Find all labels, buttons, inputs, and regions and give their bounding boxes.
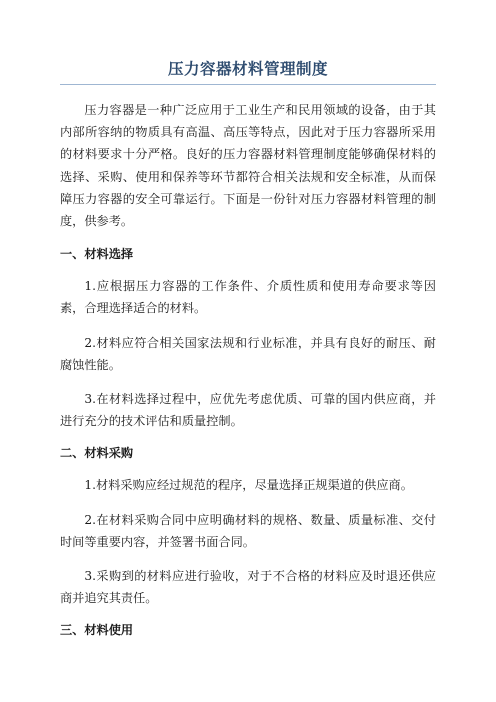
list-item: 3.在材料选择过程中，应优先考虑优质、可靠的国内供应商，并进行充分的技术评估和质量控制。 <box>60 392 436 429</box>
section-material-selection <box>60 245 436 432</box>
section-heading: 一、材料选择 <box>60 247 134 262</box>
document-title: 压力容器材料管理制度 <box>167 59 328 78</box>
list-item: 3.采购到的材料应进行验收，对于不合格的材料应及时退还供应商并追究其责任。 <box>60 569 436 606</box>
list-item: 2.在材料采购合同中应明确材料的规格、数量、质量标准、交付时间等重要内容，并签署书面合同。 <box>60 512 436 549</box>
section-heading: 二、材料采购 <box>60 446 134 461</box>
section-heading: 三、材料使用 <box>60 623 134 638</box>
title-divider <box>60 84 436 85</box>
list-item: 1.应根据压力容器的工作条件、介质性质和使用寿命要求等因素，合理选择适合的材料。 <box>60 279 436 316</box>
section-material-usage <box>60 621 436 639</box>
intro-paragraph: 压力容器是一种广泛应用于工业生产和民用领域的设备，由于其内部所容纳的物质具有高温、高压等特点，因此对于压力容器所采用的材料要求十分严格。良好的压力容器材料管理制度能够确保材料的选择、采购、使用和保养等环节都符合相关法规和安全标准，从而保障压力容器的安全可靠运行。下面是一份针对压力容器材料管理的制度，供参考。 <box>60 103 436 229</box>
list-item: 2.材料应符合相关国家法规和行业标准，并具有良好的耐压、耐腐蚀性能。 <box>60 335 436 372</box>
list-item: 1.材料采购应经过规范的程序，尽量选择正规渠道的供应商。 <box>84 478 413 493</box>
section-material-procurement <box>60 444 436 609</box>
